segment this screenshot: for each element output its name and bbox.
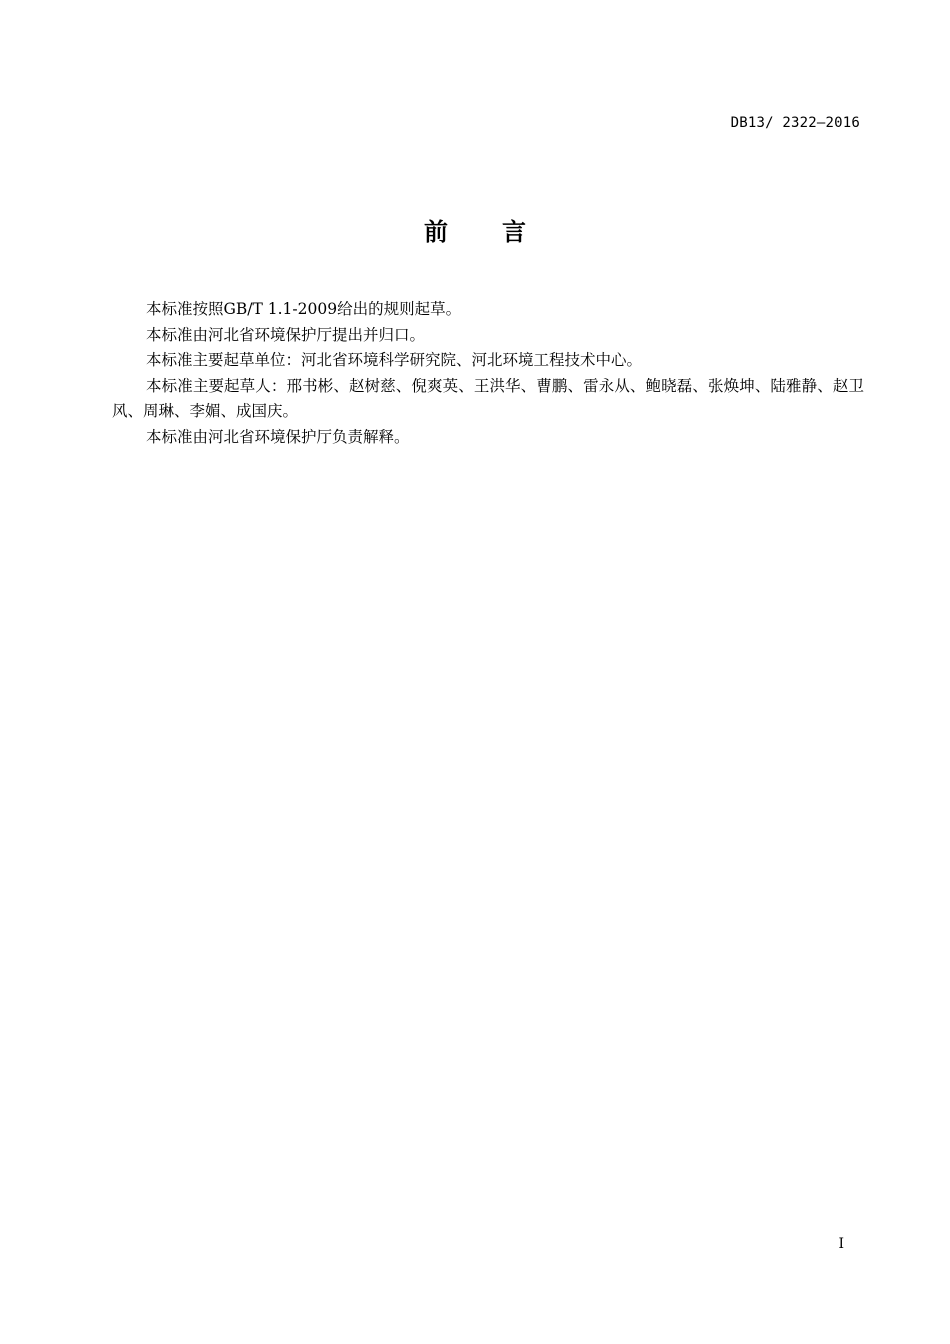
- paragraph-drafting-rules: 本标准按照GB/T 1.1-2009给出的规则起草。: [146, 300, 462, 318]
- title-char-2: 言: [502, 218, 526, 246]
- paragraph-drafters: 本标准主要起草人：邢书彬、赵树慈、倪爽英、王洪华、曹鹏、雷永从、鲍晓磊、张焕坤、陆雅静、赵卫风、周琳、李媚、成国庆。: [112, 376, 864, 420]
- document-code: DB13/ 2322—2016: [730, 115, 860, 131]
- foreword-body: [112, 297, 864, 450]
- page-number: I: [838, 1236, 844, 1252]
- paragraph-proposer: 本标准由河北省环境保护厅提出并归口。: [146, 325, 426, 344]
- title-char-1: 前: [424, 218, 448, 246]
- paragraph-interpretation: 本标准由河北省环境保护厅负责解释。: [146, 427, 410, 446]
- page-title: [0, 212, 950, 247]
- paragraph-drafting-units: 本标准主要起草单位：河北省环境科学研究院、河北环境工程技术中心。: [146, 351, 643, 369]
